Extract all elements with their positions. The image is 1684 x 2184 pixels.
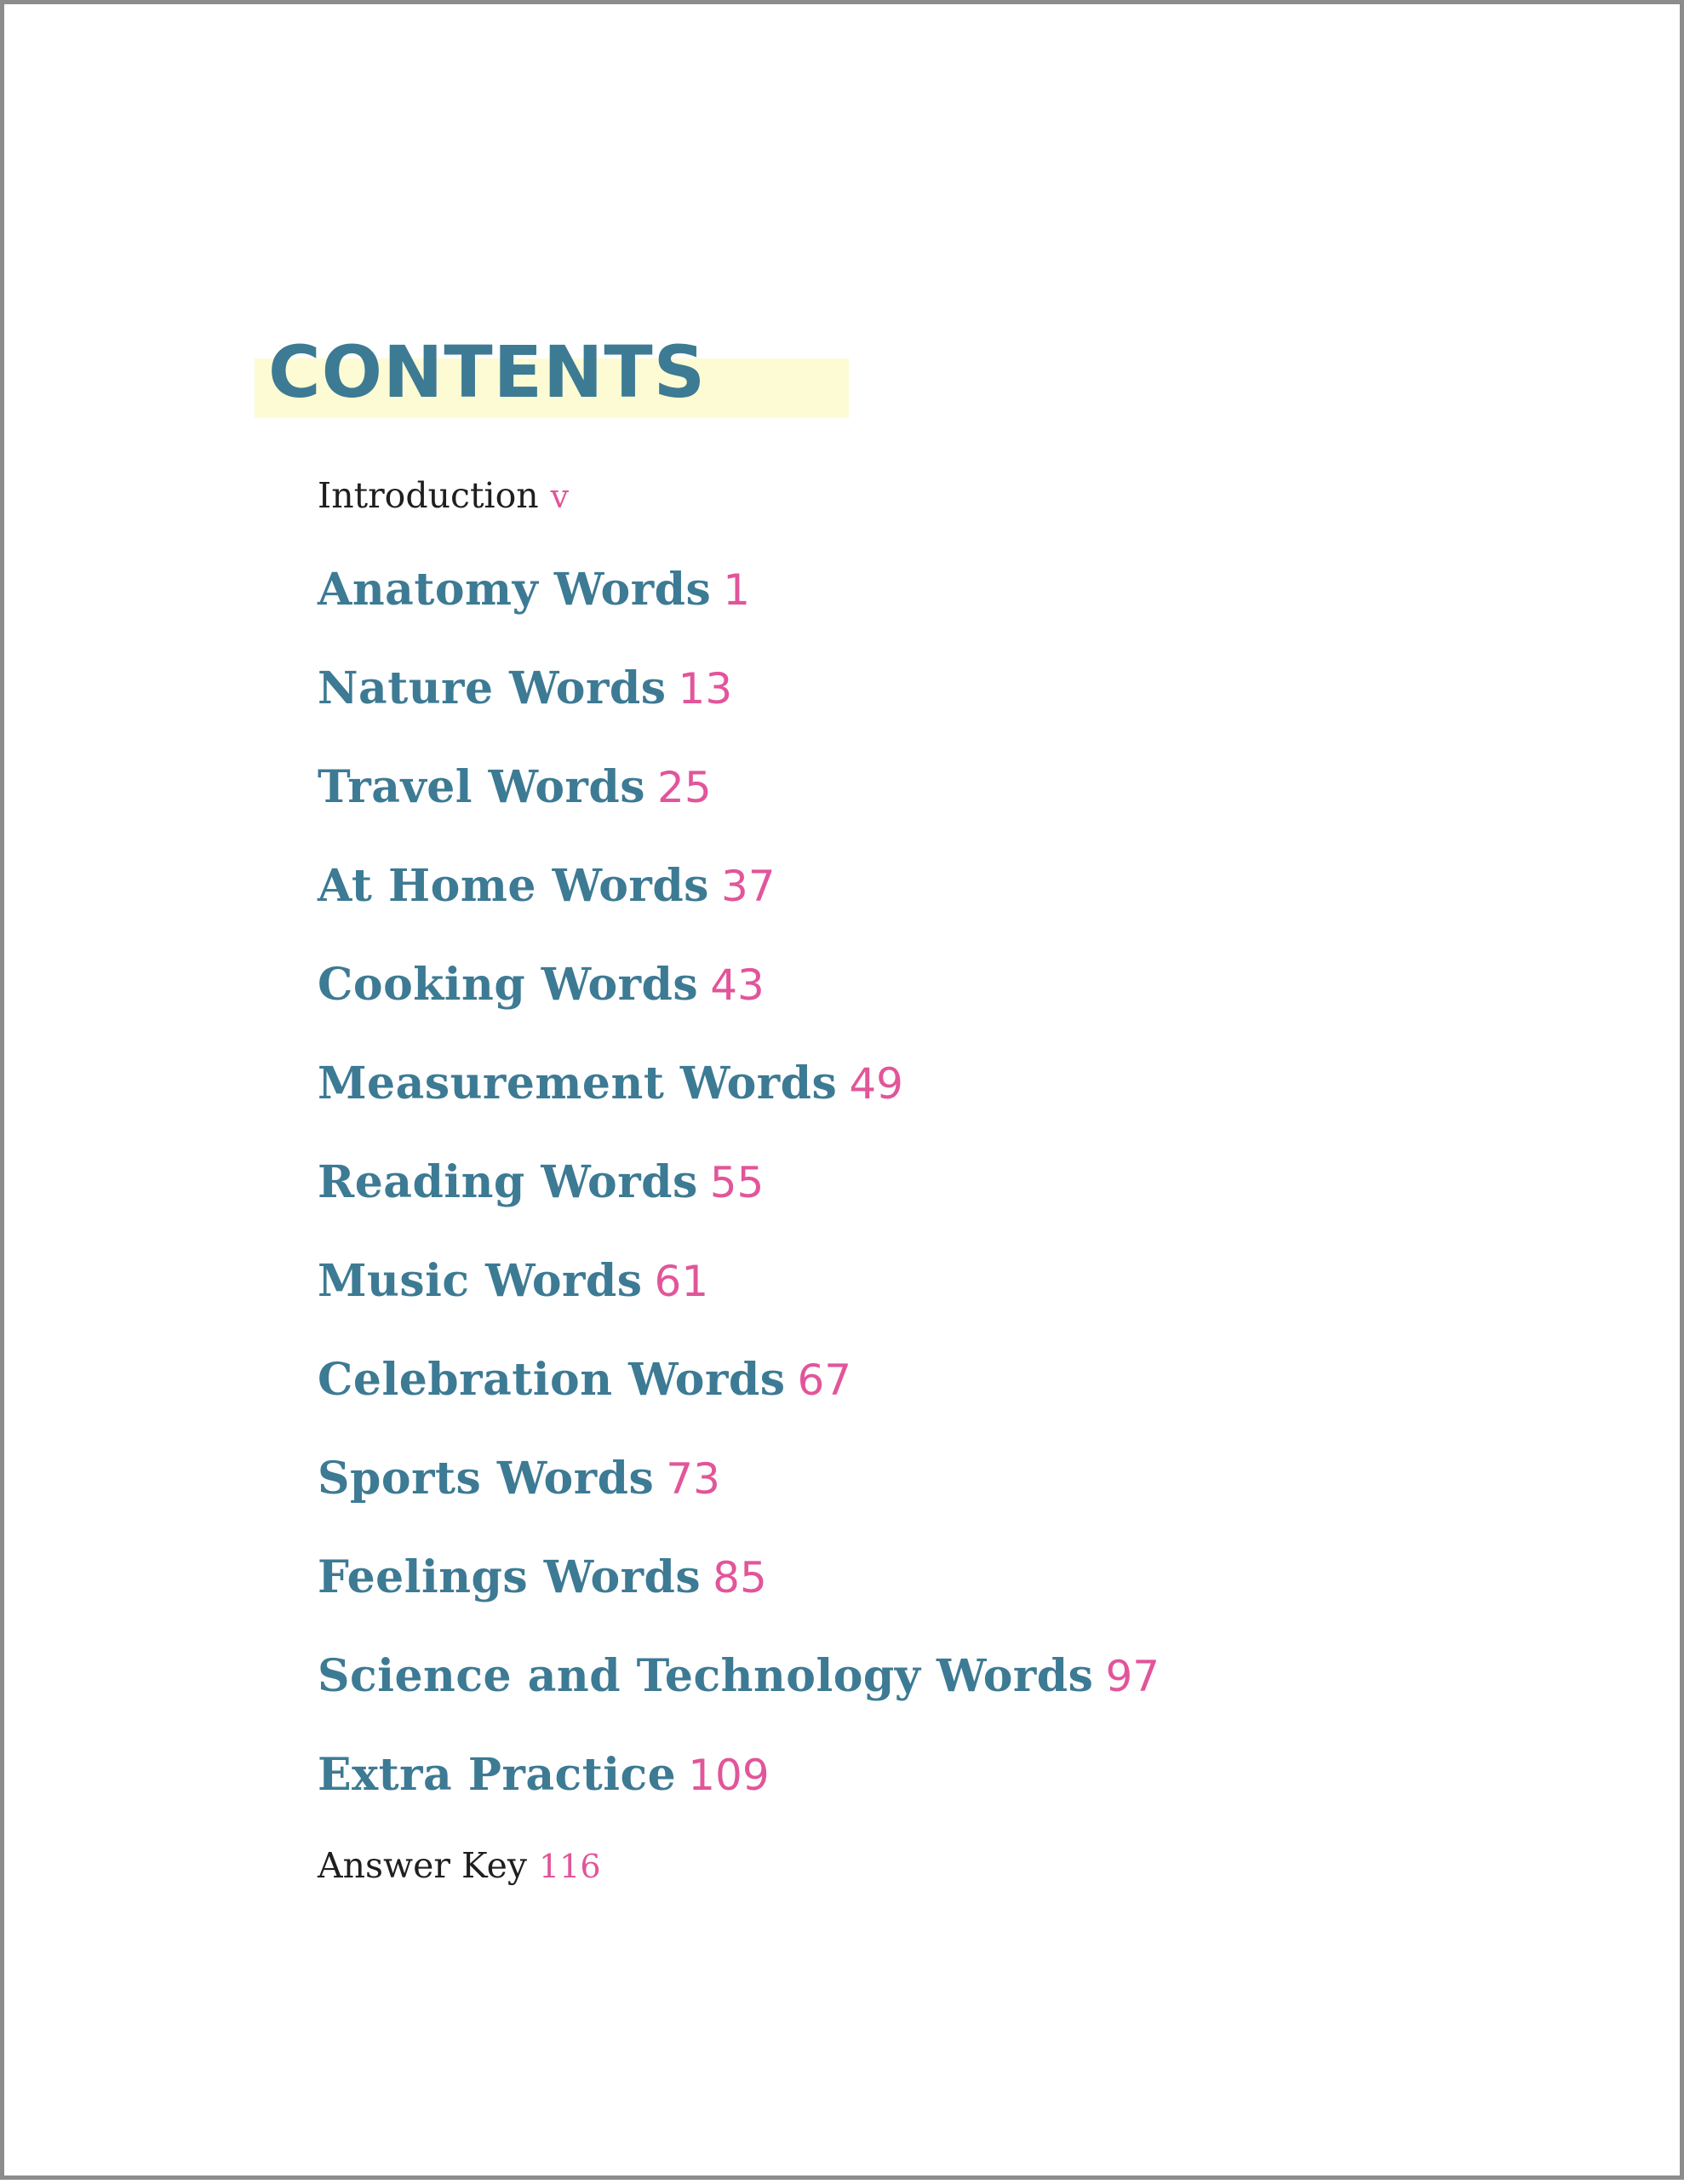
toc-entry-label: Anatomy Words xyxy=(318,564,712,616)
toc-entry-page: 97 xyxy=(1105,1652,1160,1701)
toc-entry-label: Extra Practice xyxy=(318,1749,677,1801)
toc-entry-label: Feelings Words xyxy=(318,1551,702,1603)
toc-entry-page: 61 xyxy=(654,1257,709,1306)
toc-entry-label: Cooking Words xyxy=(318,959,699,1011)
toc-entry-page: 49 xyxy=(849,1059,903,1109)
toc-entry-page: v xyxy=(550,478,570,515)
toc-entry-reading-words[interactable] xyxy=(318,1156,765,1208)
toc-entry-measurement-words[interactable] xyxy=(318,1058,903,1109)
toc-entry-travel-words[interactable] xyxy=(318,761,712,813)
toc-entry-label: Reading Words xyxy=(318,1156,698,1208)
toc-entry-label: Measurement Words xyxy=(318,1058,838,1109)
toc-entry-label: Travel Words xyxy=(318,761,646,813)
toc-entry-nature-words[interactable] xyxy=(318,662,733,714)
toc-entry-feelings-words[interactable] xyxy=(318,1551,767,1603)
toc-entry-page: 67 xyxy=(797,1356,852,1405)
toc-entry-label: Music Words xyxy=(318,1255,643,1307)
toc-entry-page: 109 xyxy=(688,1751,770,1800)
toc-entry-page: 116 xyxy=(539,1848,601,1885)
table-of-contents xyxy=(318,4,1509,2184)
toc-entry-label: Sports Words xyxy=(318,1453,655,1505)
toc-entry-anatomy-words[interactable] xyxy=(318,564,751,616)
toc-entry-page: 85 xyxy=(713,1553,767,1602)
toc-entry-label: Nature Words xyxy=(318,662,667,714)
toc-entry-celebration-words[interactable] xyxy=(318,1354,852,1406)
toc-entry-page: 13 xyxy=(678,664,733,714)
toc-entry-at-home-words[interactable] xyxy=(318,860,776,912)
page-title: CONTENTS xyxy=(268,330,707,414)
toc-entry-page: 73 xyxy=(666,1454,720,1504)
toc-entry-label: At Home Words xyxy=(318,860,709,912)
toc-entry-extra-practice[interactable] xyxy=(318,1749,770,1801)
toc-entry-label: Answer Key xyxy=(318,1845,527,1886)
toc-entry-label: Science and Technology Words xyxy=(318,1650,1094,1702)
toc-entry-label: Introduction xyxy=(318,475,539,516)
toc-entry-cooking-words[interactable] xyxy=(318,959,765,1011)
toc-entry-science-and-technology-words[interactable] xyxy=(318,1650,1160,1702)
toc-entry-introduction[interactable] xyxy=(318,475,570,516)
toc-entry-music-words[interactable] xyxy=(318,1255,709,1307)
toc-entry-answer-key[interactable] xyxy=(318,1845,601,1886)
toc-entry-page: 25 xyxy=(657,763,712,812)
toc-entry-label: Celebration Words xyxy=(318,1354,786,1406)
toc-entry-page: 37 xyxy=(720,862,776,911)
toc-entry-page: 43 xyxy=(710,960,765,1010)
toc-entry-page: 55 xyxy=(709,1158,765,1207)
toc-entry-sports-words[interactable] xyxy=(318,1453,720,1505)
toc-entry-page: 1 xyxy=(723,565,751,615)
